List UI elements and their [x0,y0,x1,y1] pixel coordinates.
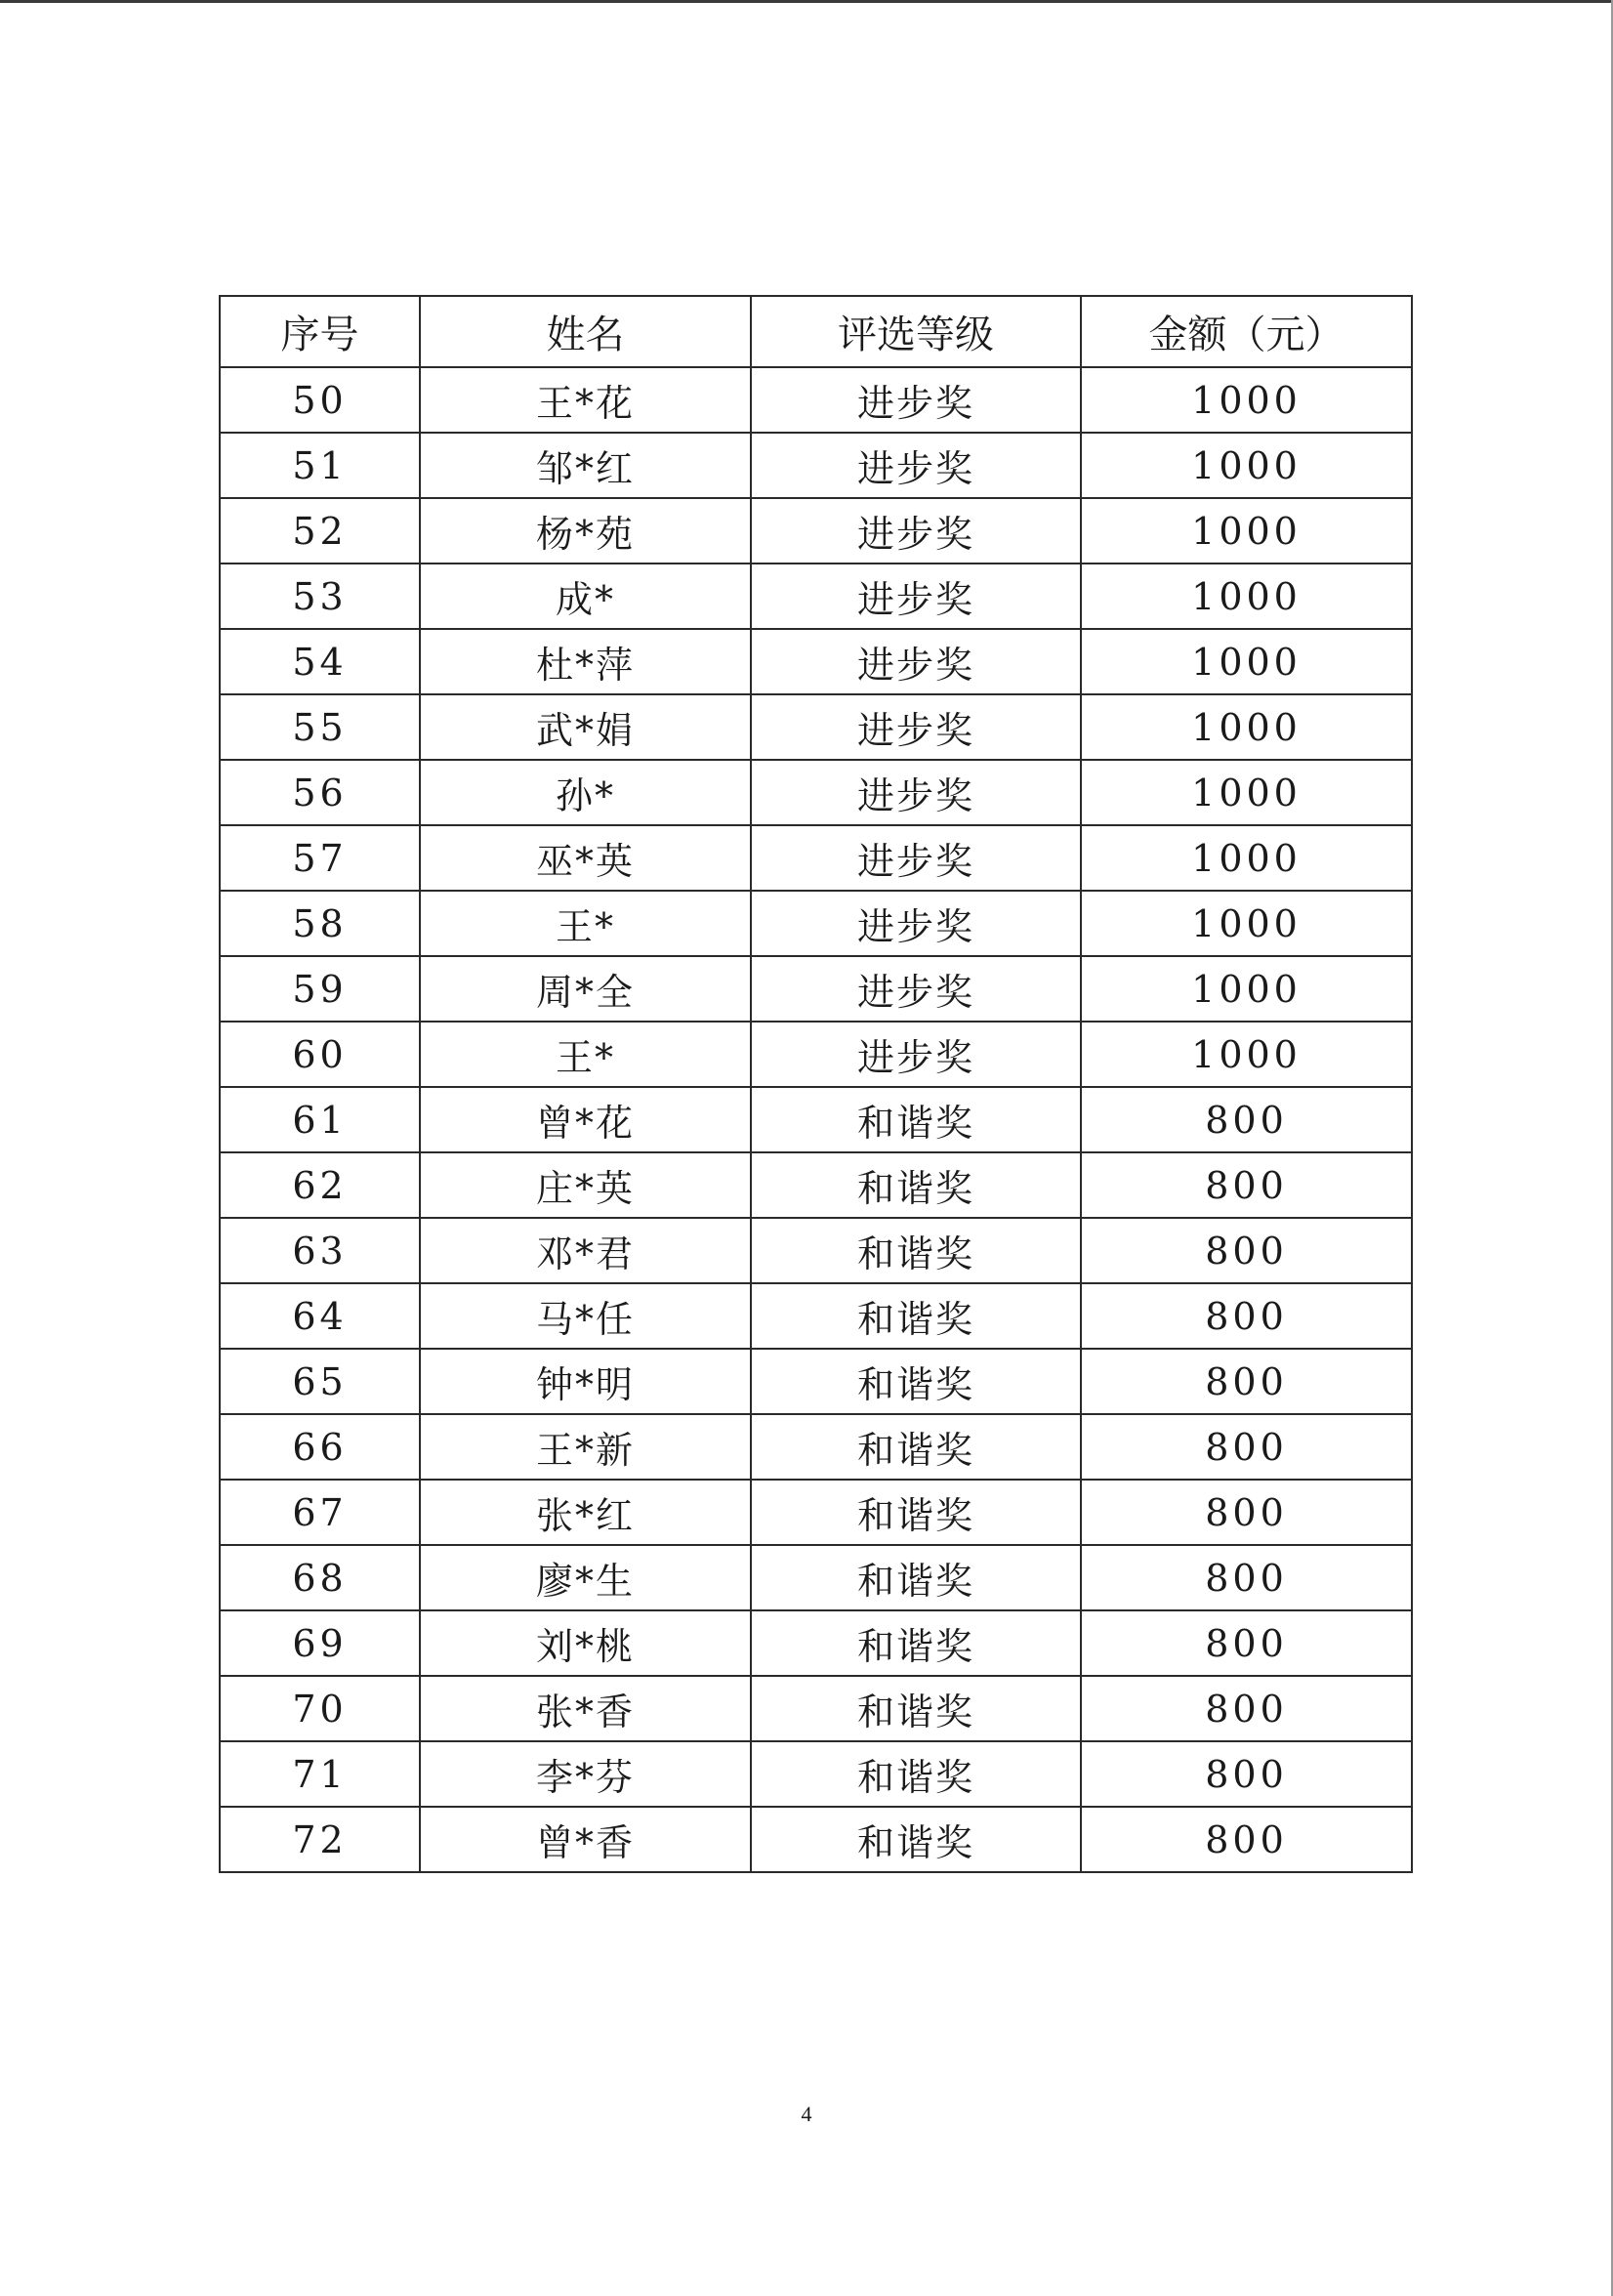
row-grade-cell: 进步奖 [751,891,1081,956]
row-seq-cell: 62 [220,1152,420,1218]
row-amount-cell: 1000 [1081,956,1412,1022]
table-row [220,760,1412,825]
table-row [220,498,1412,564]
row-amount-cell: 1000 [1081,433,1412,498]
row-amount-cell: 800 [1081,1545,1412,1610]
table-row [220,629,1412,694]
row-seq-cell: 69 [220,1610,420,1676]
table-row [220,1218,1412,1283]
page-top-edge [0,0,1613,3]
row-seq-cell: 72 [220,1807,420,1872]
row-name-cell: 李*芬 [420,1741,751,1807]
table-row [220,367,1412,433]
table-row [220,433,1412,498]
row-seq-cell: 67 [220,1480,420,1545]
table-row [220,694,1412,760]
row-name-cell: 马*任 [420,1283,751,1349]
table-row [220,1414,1412,1480]
row-name-cell: 孙* [420,760,751,825]
table-row [220,1610,1412,1676]
row-name-cell: 巫*英 [420,825,751,891]
table-row [220,956,1412,1022]
row-seq-cell: 61 [220,1087,420,1152]
row-amount-cell: 1000 [1081,498,1412,564]
row-seq-cell: 50 [220,367,420,433]
row-name-cell: 曾*花 [420,1087,751,1152]
row-seq-cell: 58 [220,891,420,956]
row-grade-cell: 进步奖 [751,564,1081,629]
row-grade-cell: 和谐奖 [751,1283,1081,1349]
row-amount-cell: 800 [1081,1218,1412,1283]
header-grade: 评选等级 [751,296,1081,367]
row-seq-cell: 65 [220,1349,420,1414]
row-name-cell: 王* [420,1022,751,1087]
row-name-cell: 刘*桃 [420,1610,751,1676]
row-name-cell: 邹*红 [420,433,751,498]
row-name-cell: 钟*明 [420,1349,751,1414]
row-seq-cell: 71 [220,1741,420,1807]
award-table [219,295,1413,1873]
row-grade-cell: 和谐奖 [751,1414,1081,1480]
table-row [220,891,1412,956]
row-amount-cell: 800 [1081,1807,1412,1872]
header-amount: 金额（元） [1081,296,1412,367]
table-row [220,1676,1412,1741]
row-seq-cell: 66 [220,1414,420,1480]
row-grade-cell: 和谐奖 [751,1545,1081,1610]
row-name-cell: 王*花 [420,367,751,433]
row-seq-cell: 59 [220,956,420,1022]
table-row [220,1545,1412,1610]
row-seq-cell: 54 [220,629,420,694]
row-amount-cell: 1000 [1081,1022,1412,1087]
row-grade-cell: 和谐奖 [751,1349,1081,1414]
row-grade-cell: 和谐奖 [751,1218,1081,1283]
row-name-cell: 武*娟 [420,694,751,760]
row-amount-cell: 800 [1081,1480,1412,1545]
row-seq-cell: 60 [220,1022,420,1087]
row-grade-cell: 和谐奖 [751,1741,1081,1807]
row-seq-cell: 55 [220,694,420,760]
row-amount-cell: 800 [1081,1741,1412,1807]
header-row [220,296,1412,367]
row-grade-cell: 进步奖 [751,694,1081,760]
row-name-cell: 王*新 [420,1414,751,1480]
row-grade-cell: 进步奖 [751,433,1081,498]
row-amount-cell: 1000 [1081,629,1412,694]
row-amount-cell: 1000 [1081,564,1412,629]
row-grade-cell: 进步奖 [751,629,1081,694]
row-amount-cell: 800 [1081,1349,1412,1414]
table-row [220,1741,1412,1807]
row-name-cell: 王* [420,891,751,956]
row-seq-cell: 53 [220,564,420,629]
row-grade-cell: 进步奖 [751,367,1081,433]
row-seq-cell: 64 [220,1283,420,1349]
header-name: 姓名 [420,296,751,367]
row-name-cell: 杜*萍 [420,629,751,694]
table-row [220,1087,1412,1152]
row-amount-cell: 800 [1081,1152,1412,1218]
row-amount-cell: 1000 [1081,694,1412,760]
table-row [220,1152,1412,1218]
row-seq-cell: 52 [220,498,420,564]
row-seq-cell: 68 [220,1545,420,1610]
row-seq-cell: 70 [220,1676,420,1741]
row-grade-cell: 和谐奖 [751,1087,1081,1152]
row-name-cell: 曾*香 [420,1807,751,1872]
table-row [220,1022,1412,1087]
row-grade-cell: 进步奖 [751,956,1081,1022]
row-grade-cell: 和谐奖 [751,1152,1081,1218]
row-amount-cell: 800 [1081,1283,1412,1349]
row-name-cell: 廖*生 [420,1545,751,1610]
table-row [220,1349,1412,1414]
row-name-cell: 周*全 [420,956,751,1022]
table-row [220,564,1412,629]
row-amount-cell: 800 [1081,1087,1412,1152]
row-amount-cell: 800 [1081,1676,1412,1741]
row-grade-cell: 和谐奖 [751,1480,1081,1545]
table-row [220,1807,1412,1872]
row-name-cell: 邓*君 [420,1218,751,1283]
header-seq: 序号 [220,296,420,367]
row-seq-cell: 51 [220,433,420,498]
row-seq-cell: 56 [220,760,420,825]
row-amount-cell: 800 [1081,1610,1412,1676]
table-row [220,1480,1412,1545]
row-name-cell: 庄*英 [420,1152,751,1218]
page-number: 4 [801,2102,812,2126]
row-grade-cell: 和谐奖 [751,1807,1081,1872]
row-grade-cell: 进步奖 [751,498,1081,564]
row-amount-cell: 1000 [1081,367,1412,433]
table-header [220,296,1412,367]
row-grade-cell: 和谐奖 [751,1610,1081,1676]
row-grade-cell: 和谐奖 [751,1676,1081,1741]
row-grade-cell: 进步奖 [751,825,1081,891]
row-name-cell: 杨*苑 [420,498,751,564]
row-amount-cell: 800 [1081,1414,1412,1480]
row-seq-cell: 57 [220,825,420,891]
row-amount-cell: 1000 [1081,825,1412,891]
table-row [220,1283,1412,1349]
row-amount-cell: 1000 [1081,760,1412,825]
row-grade-cell: 进步奖 [751,1022,1081,1087]
table-body [220,367,1412,1872]
row-name-cell: 成* [420,564,751,629]
row-amount-cell: 1000 [1081,891,1412,956]
row-seq-cell: 63 [220,1218,420,1283]
row-name-cell: 张*香 [420,1676,751,1741]
row-name-cell: 张*红 [420,1480,751,1545]
row-grade-cell: 进步奖 [751,760,1081,825]
table-row [220,825,1412,891]
